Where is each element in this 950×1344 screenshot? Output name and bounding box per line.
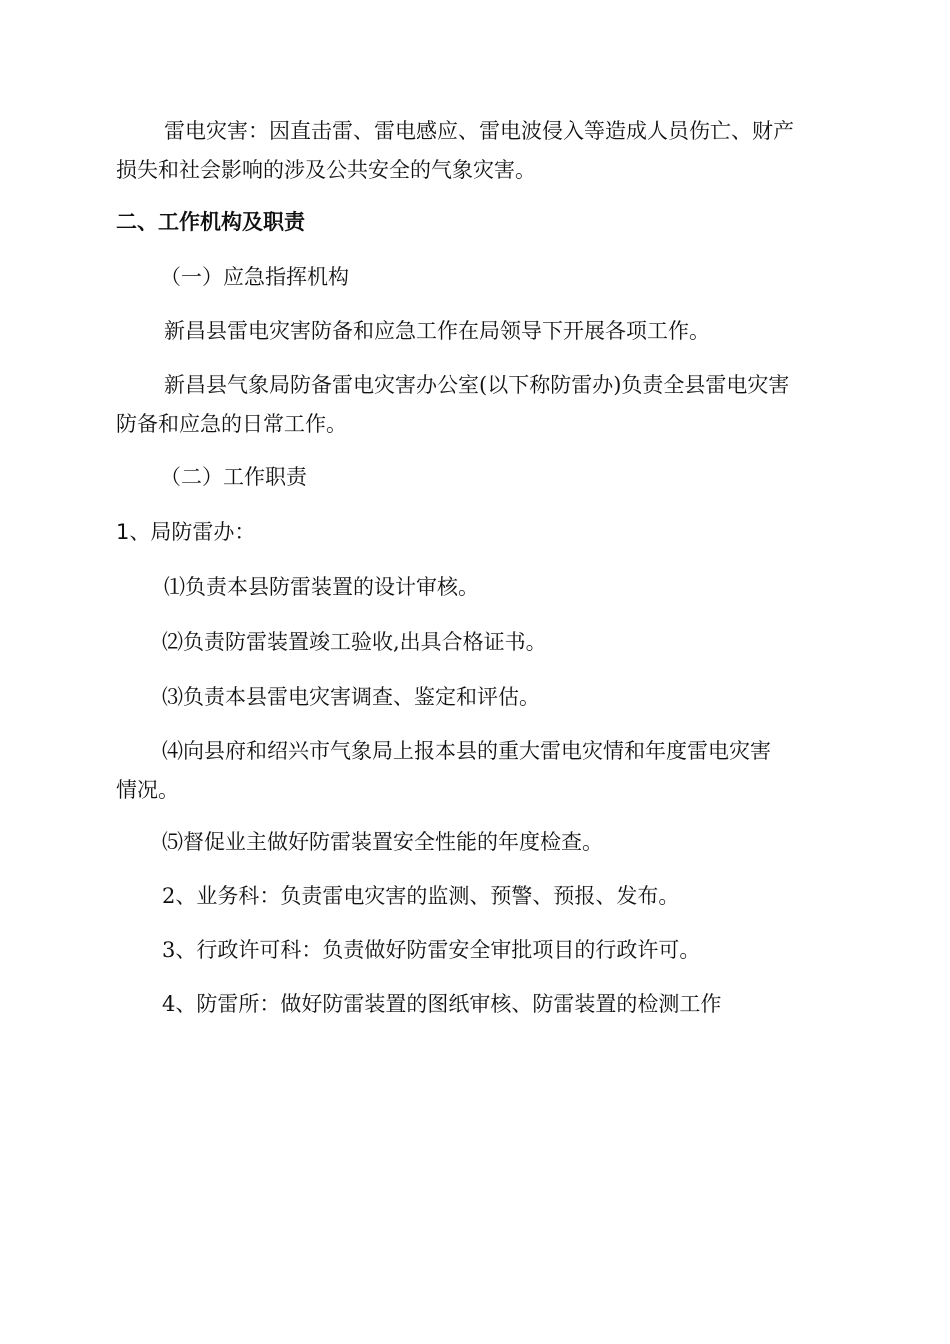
duty-item-4-line2: 情况。 bbox=[116, 778, 179, 802]
duty-item-5: ⑸督促业主做好防雷装置安全性能的年度检查。 bbox=[162, 830, 603, 854]
duty-item-2: ⑵负责防雷装置竣工验收,出具合格证书。 bbox=[162, 630, 547, 654]
definition-paragraph-line2: 损失和社会影响的涉及公共安全的气象灾害。 bbox=[116, 158, 536, 182]
item-lightning-protection-institute: 4、防雷所：做好防雷装置的图纸审核、防雷装置的检测工作 bbox=[162, 992, 722, 1016]
item-heading-lightning-office: 1、局防雷办： bbox=[116, 520, 256, 544]
item-administrative-license-section: 3、行政许可科：负责做好防雷安全审批项目的行政许可。 bbox=[162, 938, 701, 962]
definition-paragraph-line1: 雷电灾害：因直击雷、雷电感应、雷电波侵入等造成人员伤亡、财产 bbox=[164, 119, 794, 143]
duty-item-4-line1: ⑷向县府和绍兴市气象局上报本县的重大雷电灾情和年度雷电灾害 bbox=[162, 739, 771, 763]
subsection-heading-duties: （二）工作职责 bbox=[160, 465, 307, 489]
item-business-section: 2、业务科：负责雷电灾害的监测、预警、预报、发布。 bbox=[162, 884, 680, 908]
subsection-heading-command: （一）应急指挥机构 bbox=[160, 265, 349, 289]
duty-item-3: ⑶负责本县雷电灾害调查、鉴定和评估。 bbox=[162, 685, 540, 709]
office-paragraph-line2: 防备和应急的日常工作。 bbox=[116, 412, 347, 436]
command-paragraph: 新昌县雷电灾害防备和应急工作在局领导下开展各项工作。 bbox=[164, 319, 710, 343]
office-paragraph-line1: 新昌县气象局防备雷电灾害办公室(以下称防雷办)负责全县雷电灾害 bbox=[164, 373, 790, 397]
duty-item-1: ⑴负责本县防雷装置的设计审核。 bbox=[164, 575, 479, 599]
section-heading: 二、工作机构及职责 bbox=[116, 210, 305, 234]
